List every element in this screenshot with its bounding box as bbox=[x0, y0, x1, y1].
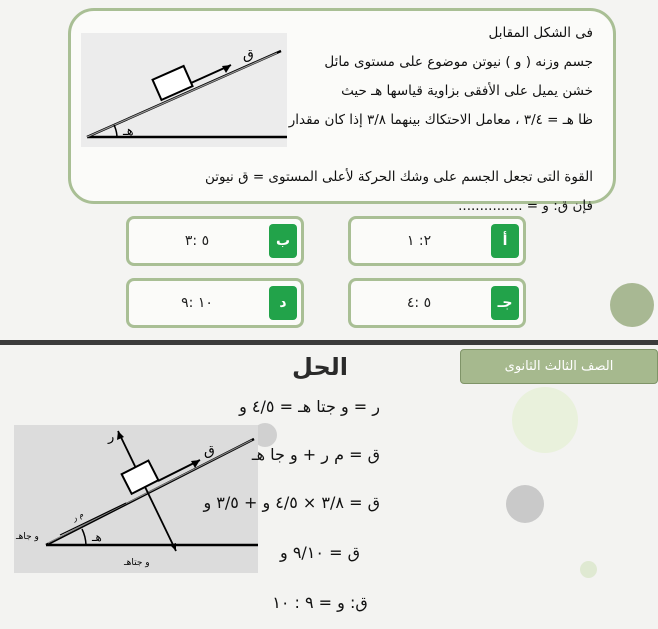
question-text bbox=[263, 19, 593, 135]
option-c[interactable] bbox=[348, 278, 526, 328]
option-c-letter: جـ bbox=[491, 286, 519, 320]
equation-5: ق: و = ٩ : ١٠ bbox=[272, 593, 368, 612]
weight-sin-label: و جاهـ bbox=[16, 532, 39, 542]
option-a-value: ٢: ١ bbox=[406, 233, 432, 249]
question-line-2: جسم وزنه ( و ) نيوتن موضوع على مستوى مائل bbox=[324, 54, 593, 70]
block bbox=[153, 66, 193, 100]
option-b[interactable] bbox=[126, 216, 304, 266]
option-a-letter: أ bbox=[491, 224, 519, 258]
friction-label: م ر bbox=[70, 509, 86, 523]
question-line-4: ظا هـ = ٣/٤ ، معامل الاحتكاك بينهما ٣/٨ إذا كان مقدار bbox=[288, 112, 593, 128]
option-d-letter: د bbox=[269, 286, 297, 320]
option-c-value: ٥ :٤ bbox=[406, 295, 432, 311]
angle-label: هـ bbox=[123, 124, 134, 139]
normal-label: ر bbox=[108, 430, 115, 445]
option-b-letter: ب bbox=[269, 224, 297, 258]
block bbox=[122, 461, 159, 494]
decor-circle bbox=[610, 283, 654, 327]
weight-cos-label: و جتاهـ bbox=[124, 558, 150, 568]
angle-arc bbox=[114, 125, 117, 137]
inclined-plane-figure bbox=[81, 33, 287, 147]
option-a[interactable] bbox=[348, 216, 526, 266]
equation-3: ق = ٣/٨ × ٤/٥ و + ٣/٥ و bbox=[203, 493, 380, 512]
decor-circle-small bbox=[580, 561, 597, 578]
question-line-5: القوة التى تجعل الجسم على وشك الحركة لأعلى المستوى = ق نيوتن bbox=[204, 169, 593, 185]
normal-line bbox=[118, 431, 176, 551]
option-b-value: ٥ :٣ bbox=[184, 233, 210, 249]
grade-label: الصف الثالث الثانوى bbox=[460, 349, 658, 384]
question-line-3: خشن يميل على الأفقى بزاوية قياسها هـ حيث bbox=[341, 83, 593, 99]
decor-circle-large bbox=[512, 387, 578, 453]
solution-slide bbox=[0, 345, 658, 629]
question-text-end bbox=[133, 163, 593, 221]
question-box bbox=[68, 8, 616, 214]
equation-1: ر = و جتا هـ = ٤/٥ و bbox=[239, 397, 380, 416]
option-d-value: ١٠ :٩ bbox=[181, 295, 213, 311]
force-label: ق bbox=[204, 443, 215, 459]
option-d[interactable] bbox=[126, 278, 304, 328]
equation-2: ق = م ر + و جا هـ bbox=[251, 445, 380, 464]
angle-arc bbox=[82, 529, 86, 545]
angle-label: هـ bbox=[92, 530, 102, 544]
decor-circle-grey bbox=[506, 485, 544, 523]
force-label: ق bbox=[243, 47, 254, 63]
question-line-6: فإن ق: و = ............... bbox=[458, 198, 593, 214]
equation-4: ق = ٩/١٠ و bbox=[280, 543, 360, 562]
solution-title: الحل bbox=[292, 353, 348, 381]
question-line-1: فى الشكل المقابل bbox=[488, 25, 593, 41]
